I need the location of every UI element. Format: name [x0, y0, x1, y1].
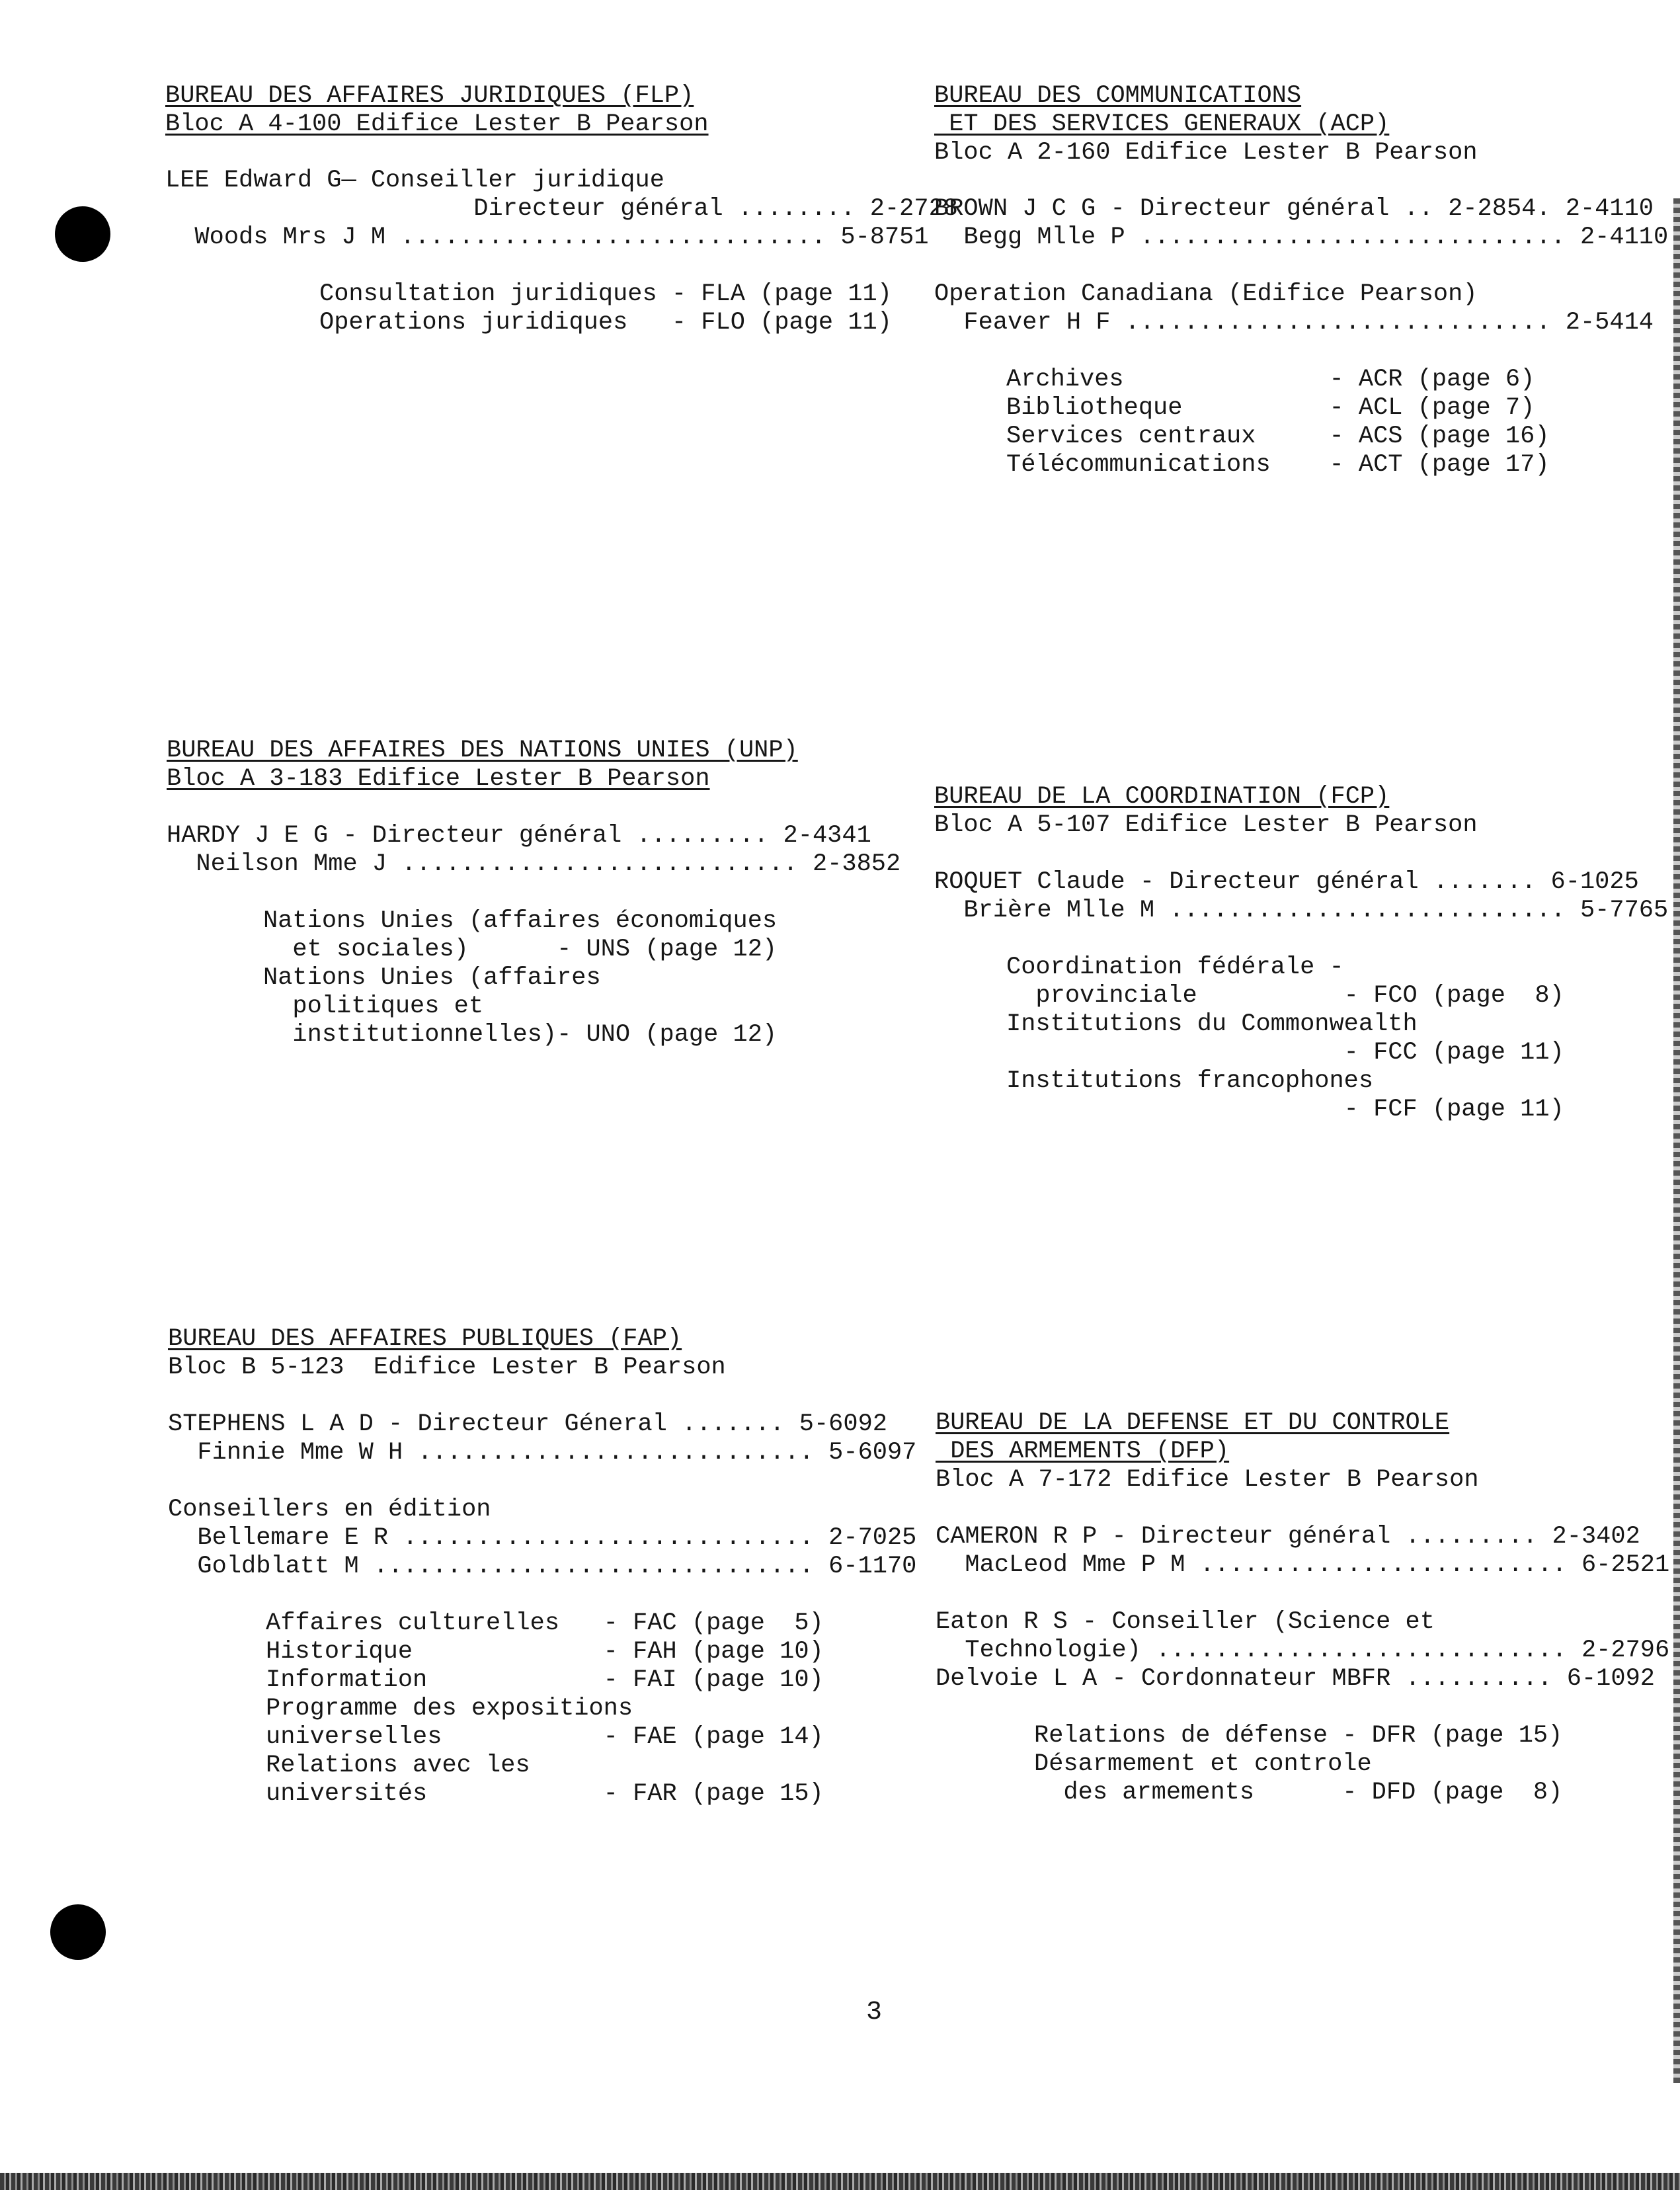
section-title: BUREAU DES COMMUNICATIONS: [934, 82, 1302, 110]
unit-line: Operations juridiques - FLO (page 11): [319, 309, 892, 337]
unit-line: Institutions du Commonwealth: [1006, 1010, 1418, 1038]
section-location: Bloc B 5-123 Edifice Lester B Pearson: [168, 1354, 726, 1381]
person-line: Bellemare E R ............................ 2-7025: [168, 1524, 917, 1552]
unit-line: Affaires culturelles - FAC (page 5): [266, 1609, 824, 1637]
unit-line: Nations Unies (affaires économiques: [263, 907, 778, 935]
person-line: Goldblatt M .............................. 6-1170: [168, 1553, 917, 1580]
section-title: BUREAU DE LA DEFENSE ET DU CONTROLE: [936, 1409, 1450, 1437]
person-line: STEPHENS L A D - Directeur Géneral ....... 5-6092: [168, 1410, 887, 1438]
section-location: Bloc A 5-107 Edifice Lester B Pearson: [934, 811, 1478, 839]
section-title: DES ARMEMENTS (DFP): [936, 1438, 1230, 1465]
unit-line: Bibliotheque - ACL (page 7): [1006, 394, 1535, 422]
unit-line: - FCC (page 11): [1006, 1039, 1564, 1067]
section-title: BUREAU DES AFFAIRES JURIDIQUES (FLP): [165, 82, 694, 110]
unit-line: Relations de défense - DFR (page 15): [1034, 1722, 1563, 1750]
sub-heading: Conseillers en édition: [168, 1496, 491, 1523]
person-line: CAMERON R P - Directeur général ......... 2-3402: [936, 1523, 1640, 1551]
section-title: BUREAU DES AFFAIRES DES NATIONS UNIES (UNP): [167, 737, 798, 764]
person-line: Begg Mlle P ............................. 2-4110: [934, 223, 1669, 251]
unit-line: - FCF (page 11): [1006, 1096, 1564, 1123]
unit-line: Services centraux - ACS (page 16): [1006, 423, 1550, 450]
unit-line: Information - FAI (page 10): [266, 1666, 824, 1694]
unit-line: et sociales) - UNS (page 12): [263, 936, 778, 963]
person-line: ROQUET Claude - Directeur général ....... 6-1025: [934, 868, 1639, 896]
unit-line: Coordination fédérale -: [1006, 953, 1344, 981]
unit-line: Archives - ACR (page 6): [1006, 366, 1535, 393]
unit-line: politiques et: [263, 993, 484, 1020]
person-line: Eaton R S - Conseiller (Science et: [936, 1608, 1435, 1636]
unit-line: Nations Unies (affaires: [263, 964, 601, 992]
unit-line: institutionnelles)- UNO (page 12): [263, 1021, 778, 1049]
person-line: Neilson Mme J ........................... 2-3852: [167, 850, 901, 878]
person-line: MacLeod Mme P M ......................... 6-2521: [936, 1551, 1670, 1579]
person-line: Delvoie L A - Cordonnateur MBFR .......... 6-1092: [936, 1665, 1655, 1693]
person-line: Feaver H F ............................. 2-5414: [934, 309, 1654, 337]
unit-line: Historique - FAH (page 10): [266, 1638, 824, 1666]
unit-line: provinciale - FCO (page 8): [1006, 982, 1564, 1010]
section-location: Bloc A 4-100 Edifice Lester B Pearson: [165, 110, 709, 138]
person-line: Technologie) ............................ 2-2796: [936, 1637, 1670, 1664]
sub-heading: Operation Canadiana (Edifice Pearson): [934, 280, 1478, 308]
section-title: BUREAU DES AFFAIRES PUBLIQUES (FAP): [168, 1325, 682, 1353]
unit-line: Désarmement et controle: [1034, 1750, 1372, 1778]
scan-edge-artifact: [1673, 198, 1680, 2083]
section-location: Bloc A 7-172 Edifice Lester B Pearson: [936, 1466, 1479, 1494]
unit-line: Relations avec les: [266, 1752, 530, 1779]
unit-line: Consultation juridiques - FLA (page 11): [319, 280, 892, 308]
unit-line: universités - FAR (page 15): [266, 1780, 824, 1808]
unit-line: Programme des expositions: [266, 1695, 633, 1723]
person-line: BROWN J C G - Directeur général .. 2-2854. 2-4110: [934, 195, 1654, 223]
section-location: Bloc A 2-160 Edifice Lester B Pearson: [934, 139, 1478, 167]
person-line: Finnie Mme W H ........................... 5-6097: [168, 1439, 917, 1467]
unit-line: Télécommunications - ACT (page 17): [1006, 451, 1550, 479]
binder-hole-top: [55, 206, 110, 262]
person-line: Directeur général ........ 2-2728: [165, 195, 958, 223]
person-line: Brière Mlle M ........................... 5-7765: [934, 897, 1669, 924]
person-line: HARDY J E G - Directeur général ......... 2-4341: [167, 822, 871, 850]
unit-line: Institutions francophones: [1006, 1067, 1374, 1095]
scan-bottom-band: [0, 2173, 1680, 2190]
section-location: Bloc A 3-183 Edifice Lester B Pearson: [167, 765, 710, 793]
page-number: 3: [866, 1998, 883, 2027]
unit-line: universelles - FAE (page 14): [266, 1723, 824, 1751]
section-title: ET DES SERVICES GENERAUX (ACP): [934, 110, 1390, 138]
person-line: LEE Edward G— Conseiller juridique: [165, 167, 664, 194]
person-line: Woods Mrs J M ............................. 5-8751: [165, 223, 929, 251]
binder-hole-bottom: [50, 1904, 106, 1960]
unit-line: des armements - DFD (page 8): [1034, 1779, 1563, 1806]
section-title: BUREAU DE LA COORDINATION (FCP): [934, 783, 1390, 811]
